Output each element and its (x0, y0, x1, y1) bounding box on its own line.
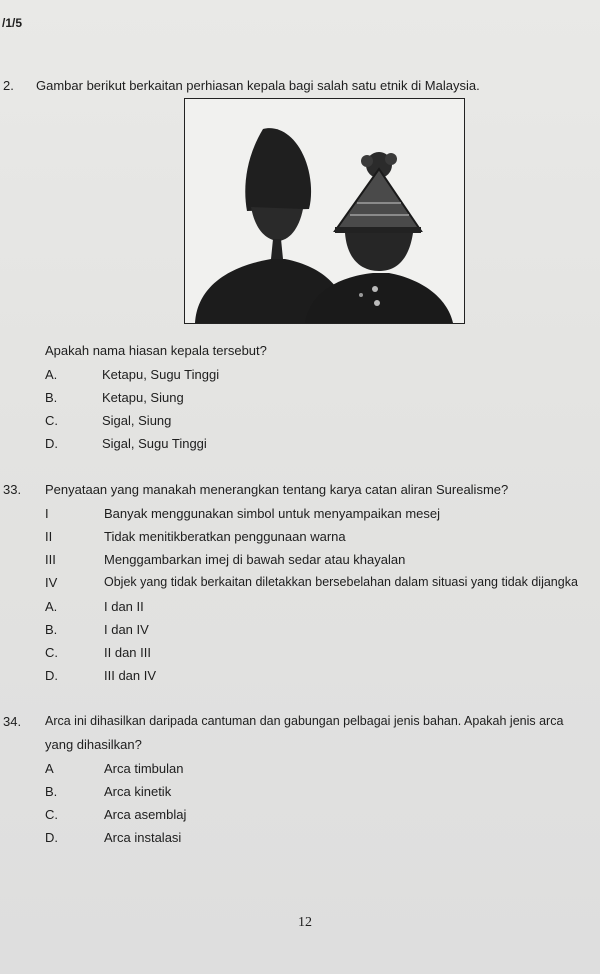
q34-option-b-text: Arca kinetik (104, 784, 172, 799)
q33-option-d-text: III dan IV (104, 668, 157, 683)
q2-question: Apakah nama hiasan kepala tersebut? (45, 343, 267, 358)
q33-option-d-label: D. (45, 668, 58, 683)
q34-number: 34. (3, 714, 22, 729)
q2-option-d-text: Sigal, Sugu Tinggi (102, 436, 207, 451)
q33-statement-1-label: I (45, 506, 49, 521)
q33-statement-2-text: Tidak menitikberatkan penggunaan warna (104, 529, 346, 544)
q34-option-d-text: Arca instalasi (104, 830, 182, 845)
headgear-illustration (185, 99, 464, 323)
q34-text-line1: Arca ini dihasilkan daripada cantuman dan gabungan pelbagai jenis bahan. Apakah jenis arca (45, 714, 564, 728)
q2-option-a-label: A. (45, 367, 58, 382)
q2-option-a-text: Ketapu, Sugu Tinggi (102, 367, 220, 382)
q33-option-c-label: C. (45, 645, 58, 660)
q33-text: Penyataan yang manakah menerangkan tentang karya catan aliran Surealisme? (45, 482, 509, 497)
q33-statement-3-label: III (45, 552, 56, 567)
page-number: 12 (298, 915, 312, 930)
q34-option-c-label: C. (45, 807, 58, 822)
q33-statement-1-text: Banyak menggunakan simbol untuk menyampaikan mesej (104, 506, 441, 521)
q33-option-b-text: I dan IV (104, 622, 149, 637)
q33-option-c-text: II dan III (104, 645, 151, 660)
q2-text: Gambar berikut berkaitan perhiasan kepala bagi salah satu etnik di Malaysia. (36, 78, 480, 93)
q2-option-c-text: Sigal, Siung (102, 413, 172, 428)
q34-option-a-text: Arca timbulan (104, 761, 184, 776)
q34-option-d-label: D. (45, 830, 58, 845)
q33-statement-2-label: II (45, 529, 53, 544)
q33-statement-3-text: Menggambarkan imej di bawah sedar atau khayalan (104, 552, 406, 567)
q33-option-a-text: I dan II (104, 599, 144, 614)
q34-option-a-label: A (45, 761, 54, 776)
q33-option-b-label: B. (45, 622, 58, 637)
q34-option-c-text: Arca asemblaj (104, 807, 187, 822)
q2-option-b-text: Ketapu, Siung (102, 390, 184, 405)
q2-option-d-label: D. (45, 436, 58, 451)
q33-number: 33. (3, 482, 22, 497)
paper-code: /1/5 (2, 16, 23, 30)
q33-statement-4-label: IV (45, 575, 58, 590)
headgear-figure (184, 98, 465, 324)
q2-option-b-label: B. (45, 390, 58, 405)
q2-number: 2. (3, 78, 14, 93)
q34-option-b-label: B. (45, 784, 58, 799)
q33-statement-4-text: Objek yang tidak berkaitan diletakkan bersebelahan dalam situasi yang tidak dijangka (104, 575, 578, 589)
q33-option-a-label: A. (45, 599, 58, 614)
q34-text-line2: yang dihasilkan? (45, 737, 142, 752)
q2-option-c-label: C. (45, 413, 58, 428)
